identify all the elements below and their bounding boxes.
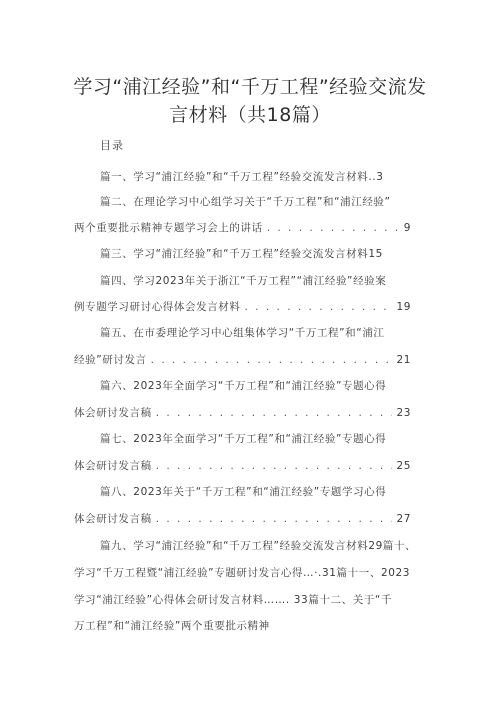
dot-leader [156,513,393,525]
toc-tail-line-2[interactable]: 学习“千万工程暨“浦江经验”专题研讨发言心得…·.31篇十一、2023 [74,567,411,579]
toc-entry-6-cont[interactable] [74,405,411,420]
dot-leader [245,301,393,313]
toc-entry-5-cont[interactable] [74,352,411,367]
toc-entry-8-cont[interactable] [74,511,411,526]
toc-entry-5[interactable]: 篇五、在市委理论学习中心组集体学习“千万工程”和“浦江 [100,327,385,339]
page-number: 21 [396,354,411,366]
toc-heading: 目录 [100,139,124,152]
toc-tail-line-1[interactable]: 篇九、学习“浦江经验”和“千万工程”经验交流发言材料29篇十、 [100,540,417,552]
page-number: 9 [403,222,411,234]
toc-entry-2[interactable]: 篇二、在理论学习中心组学习关于“千万工程”和“浦江经验” [100,196,391,208]
title-line-1: 学习“浦江经验”和“千万工程”经验交流发 [73,76,427,98]
toc-entry-4[interactable]: 篇四、学习2023年关于浙江“千万工程”“浦江经验”经验案 [100,275,387,287]
dot-leader [156,460,393,472]
dot-leader [156,407,393,419]
toc-entry-text: 体会研讨发言稿 [74,407,152,419]
toc-tail-line-4[interactable]: 万工程”和“浦江经验”两个重要批示精神 [74,620,270,632]
page-number: 23 [396,407,411,419]
title-line-2: 言材料（共18篇） [169,104,331,126]
dot-leader [151,354,393,366]
toc-entry-text: 经验”研讨发言 [74,354,147,366]
toc-entry-7-cont[interactable] [74,458,411,473]
toc-entry-1[interactable]: 篇一、学习“浦江经验”和“千万工程”经验交流发言材料..3 [100,171,384,183]
toc-entry-6[interactable]: 篇六、2023年全面学习“千万工程”和“浦江经验”专题心得 [100,380,387,392]
page-number: 27 [396,513,411,525]
toc-entry-text: 两个重要批示精神专题学习会上的讲话 [74,222,263,234]
toc-entry-text: 体会研讨发言稿 [74,460,152,472]
dot-leader [267,222,400,234]
toc-entry-3[interactable]: 篇三、学习“浦江经验”和“千万工程”经验交流发言材料15 [100,248,383,260]
toc-entry-7[interactable]: 篇七、2023年全面学习“千万工程”和“浦江经验”专题心得 [100,433,387,445]
toc-entry-4-cont[interactable] [74,299,411,314]
toc-entry-2-cont[interactable] [74,220,411,235]
toc-entry-text: 例专题学习研讨心得体会发言材料 [74,301,241,313]
toc-entry-8[interactable]: 篇八、2023年关于“千万工程”和“浦江经验”专题学习心得 [100,486,387,498]
page-number: 25 [396,460,411,472]
toc-tail-line-3[interactable]: 学习“浦江经验”心得体会研讨发言材料……. 33篇十二、关于“千 [74,594,393,606]
toc-entry-text: 体会研讨发言稿 [74,513,152,525]
page-number: 19 [396,301,411,313]
